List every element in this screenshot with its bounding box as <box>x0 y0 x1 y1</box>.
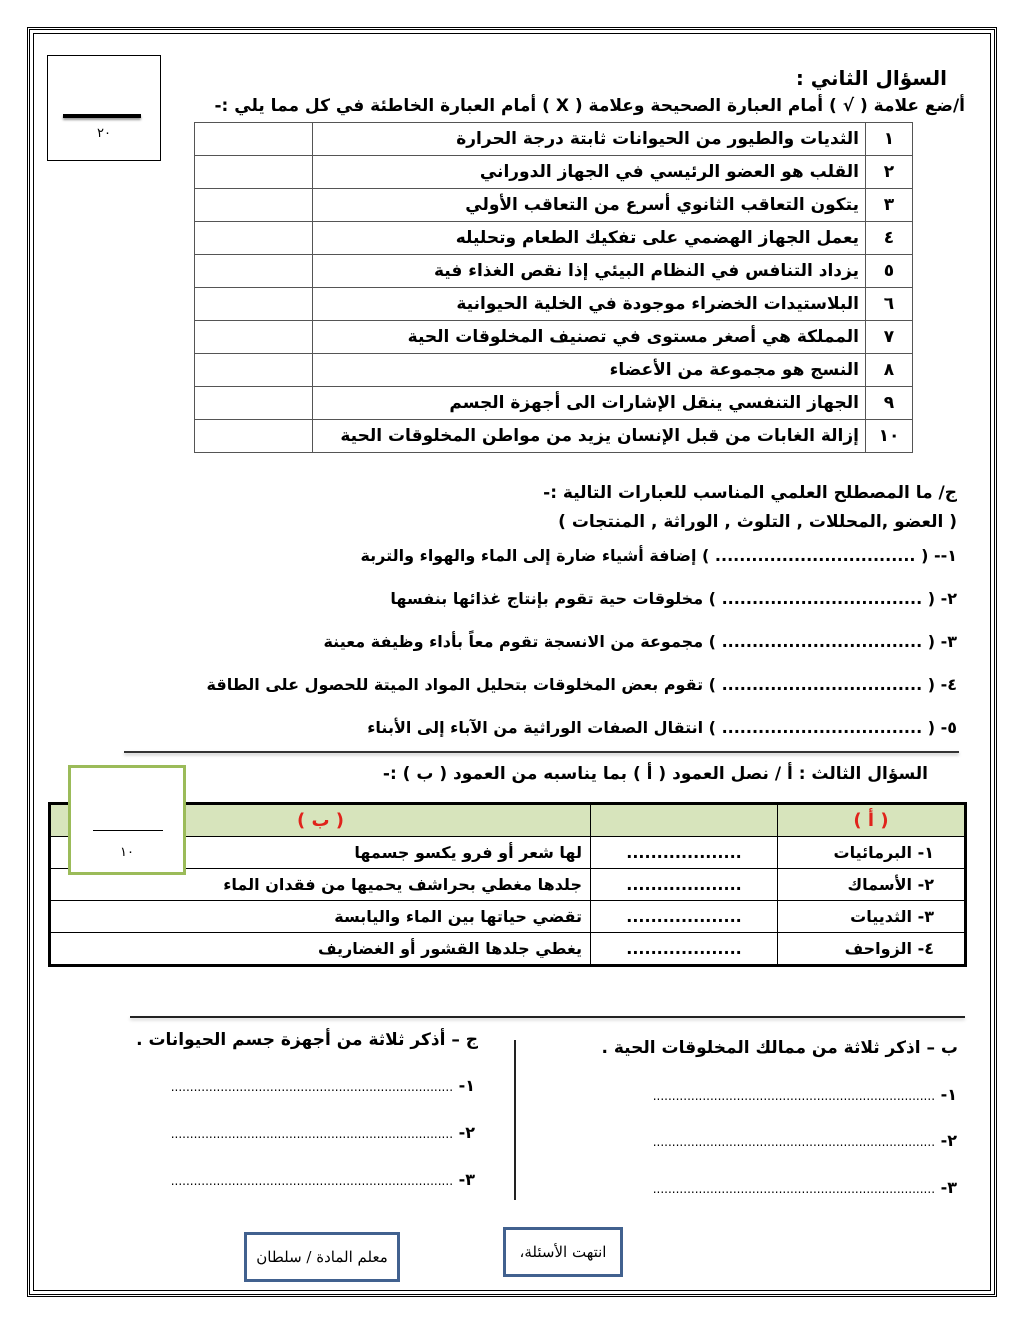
answer-blank[interactable]: .......................................................................... <box>652 1182 936 1196</box>
kingdom-answer-line <box>653 1178 957 1197</box>
tf-answer-cell[interactable] <box>195 123 313 156</box>
tf-row-number: ٩ <box>866 387 913 420</box>
system-answer-line <box>171 1123 475 1142</box>
tf-statement: الثديات والطيور من الحيوانات ثابتة درجة الحرارة <box>313 123 866 156</box>
col-a-header: ( أ ) <box>778 804 966 837</box>
tf-answer-cell[interactable] <box>195 420 313 453</box>
tf-row <box>195 156 913 189</box>
match-row <box>50 933 966 966</box>
term-text: تقوم بعض المخلوقات بتحليل المواد الميتة للحصول على الطاقة <box>206 675 704 694</box>
tf-row-number: ٤ <box>866 222 913 255</box>
tf-row-number: ٦ <box>866 288 913 321</box>
term-blank[interactable]: ................................. <box>714 546 916 565</box>
item-number: ٣- <box>940 1178 957 1197</box>
q3-score-box <box>68 765 186 875</box>
q2-title: السؤال الثاني : <box>795 66 947 90</box>
col-a-item: ٤- الزواحف <box>778 933 966 966</box>
match-answer-blank[interactable]: ................... <box>591 933 778 966</box>
tf-statement: القلب هو العضو الرئيسي في الجهاز الدوراني <box>313 156 866 189</box>
term-text: مجموعة من الانسجة تقوم معاً بأداء وظيفة معينة <box>323 632 704 651</box>
tf-row-number: ١ <box>866 123 913 156</box>
answer-blank[interactable]: .......................................................................... <box>170 1127 454 1141</box>
tf-answer-cell[interactable] <box>195 156 313 189</box>
tf-row-number: ٨ <box>866 354 913 387</box>
col-answer-header <box>591 804 778 837</box>
term-text: إضافة أشياء ضارة إلى الماء والهواء والتربة <box>360 546 697 565</box>
section-divider <box>124 751 959 753</box>
tf-statement: النسج هو مجموعة من الأعضاء <box>313 354 866 387</box>
item-number: ٢- <box>940 1131 957 1150</box>
term-number: ٤- <box>940 675 957 694</box>
term-blank[interactable]: ................................. <box>721 718 923 737</box>
q2-instruction: أ/ضع علامة ( √ ) أمام العبارة الصحيحة وعلامة ( X ) أمام العبارة الخاطئة في كل مما يلي :- <box>214 96 965 116</box>
tf-row <box>195 387 913 420</box>
tf-answer-cell[interactable] <box>195 321 313 354</box>
kingdom-answer-line <box>653 1085 957 1104</box>
term-number: ٥- <box>940 718 957 737</box>
tf-row <box>195 123 913 156</box>
tf-answer-cell[interactable] <box>195 189 313 222</box>
tf-statement: يزداد التنافس في النظام البيئي إذا نقص الغذاء فية <box>313 255 866 288</box>
tf-answer-cell[interactable] <box>195 354 313 387</box>
match-row <box>50 869 966 901</box>
tf-row <box>195 354 913 387</box>
teacher-box: معلم المادة / سلطان <box>244 1232 400 1282</box>
match-answer-blank[interactable]: ................... <box>591 869 778 901</box>
tf-answer-cell[interactable] <box>195 255 313 288</box>
col-b-item: يغطي جلدها القشور أو الغضاريف <box>50 933 591 966</box>
tf-row-number: ٣ <box>866 189 913 222</box>
tf-row <box>195 222 913 255</box>
term-text: مخلوقات حية تقوم بإنتاج غذائها بنفسها <box>390 589 704 608</box>
tf-statement: المملكة هي أصغر مستوى في تصنيف المخلوقات الحية <box>313 321 866 354</box>
col-b-header: ( ب ) <box>50 804 591 837</box>
match-answer-blank[interactable]: ................... <box>591 901 778 933</box>
term-item: ٥- ( ................................. ) انتقال الصفات الوراثية من الآباء إلى الأبناء <box>367 718 957 737</box>
item-number: ١- <box>940 1085 957 1104</box>
kingdom-answer-line <box>653 1131 957 1150</box>
term-blank[interactable]: ................................. <box>721 675 923 694</box>
answer-blank[interactable]: .......................................................................... <box>652 1135 936 1149</box>
term-number: ١-- <box>933 546 957 565</box>
match-row <box>50 901 966 933</box>
system-answer-line <box>171 1170 475 1189</box>
q3-title: السؤال الثالث : أ / نصل العمود ( أ ) بما يناسبه من العمود ( ب ) :- <box>382 764 928 784</box>
tf-row-number: ٢ <box>866 156 913 189</box>
tf-statement: يتكون التعاقب الثانوي أسرع من التعاقب الأولي <box>313 189 866 222</box>
term-number: ٣- <box>940 632 957 651</box>
tf-row <box>195 288 913 321</box>
answer-blank[interactable]: .......................................................................... <box>170 1080 454 1094</box>
col-b-item: لها شعر أو فرو يكسو جسمها <box>50 837 591 869</box>
tf-answer-cell[interactable] <box>195 222 313 255</box>
term-item: ٢- ( ................................. ) مخلوقات حية تقوم بإنتاج غذائها بنفسها <box>390 589 957 608</box>
item-number: ٣- <box>458 1170 475 1189</box>
tf-statement: يعمل الجهاز الهضمي على تفكيك الطعام وتحليله <box>313 222 866 255</box>
q2c-title: ج/ ما المصطلح العلمي المناسب للعبارات التالية :- <box>543 483 957 503</box>
answer-blank[interactable]: .......................................................................... <box>652 1089 936 1103</box>
item-number: ١- <box>458 1076 475 1095</box>
tf-statement: البلاستيدات الخضراء موجودة في الخلية الحيوانية <box>313 288 866 321</box>
tf-statement: إزالة الغابات من قبل الإنسان يزيد من مواطن المخلوقات الحية <box>313 420 866 453</box>
col-b-item: جلدها مغطي بحراشف يحميها من فقدان الماء <box>50 869 591 901</box>
q3-score: ١٠ <box>120 845 134 860</box>
true-false-table <box>194 122 913 453</box>
term-text: انتقال الصفات الوراثية من الآباء إلى الأبناء <box>367 718 704 737</box>
answer-blank[interactable]: .......................................................................... <box>170 1174 454 1188</box>
section-divider-2 <box>130 1016 965 1018</box>
col-a-item: ٣- الثدييات <box>778 901 966 933</box>
match-row <box>50 837 966 869</box>
q3c-title: ج – أذكر ثلاثة من أجهزة جسم الحيوانات . <box>136 1030 478 1050</box>
term-blank[interactable]: ................................. <box>721 632 923 651</box>
end-note-box: انتهت الأسئلة، <box>503 1227 623 1277</box>
tf-answer-cell[interactable] <box>195 387 313 420</box>
tf-row-number: ٥ <box>866 255 913 288</box>
match-answer-blank[interactable]: ................... <box>591 837 778 869</box>
q3b-title: ب – اذكر ثلاثة من ممالك المخلوقات الحية . <box>601 1038 958 1058</box>
term-item: ١-- ( ................................. ) إضافة أشياء ضارة إلى الماء والهواء والتربة <box>360 546 957 565</box>
tf-row <box>195 255 913 288</box>
score-box <box>47 55 161 161</box>
score-divider <box>63 114 141 118</box>
item-number: ٢- <box>458 1123 475 1142</box>
score-total: ٢٠ <box>97 126 111 141</box>
term-number: ٢- <box>940 589 957 608</box>
term-item: ٣- ( ................................. ) مجموعة من الانسجة تقوم معاً بأداء وظيفة معينة <box>323 632 957 651</box>
system-answer-line <box>171 1076 475 1095</box>
q2c-options: ( العضو ,المحللات , التلوث , الوراثة , المنتجات ) <box>558 512 957 532</box>
tf-row-number: ٧ <box>866 321 913 354</box>
score-line <box>93 830 163 831</box>
term-blank[interactable]: ................................. <box>721 589 923 608</box>
tf-row-number: ١٠ <box>866 420 913 453</box>
tf-row <box>195 189 913 222</box>
tf-statement: الجهاز التنفسي ينقل الإشارات الى أجهزة الجسم <box>313 387 866 420</box>
tf-row <box>195 321 913 354</box>
col-a-item: ٢- الأسماك <box>778 869 966 901</box>
column-divider <box>514 1040 516 1200</box>
tf-answer-cell[interactable] <box>195 288 313 321</box>
term-item: ٤- ( ................................. ) تقوم بعض المخلوقات بتحليل المواد الميتة للحصول على الطاقة <box>206 675 957 694</box>
tf-row <box>195 420 913 453</box>
col-b-item: تقضي حياتها بين الماء واليابسة <box>50 901 591 933</box>
col-a-item: ١- البرمائيات <box>778 837 966 869</box>
